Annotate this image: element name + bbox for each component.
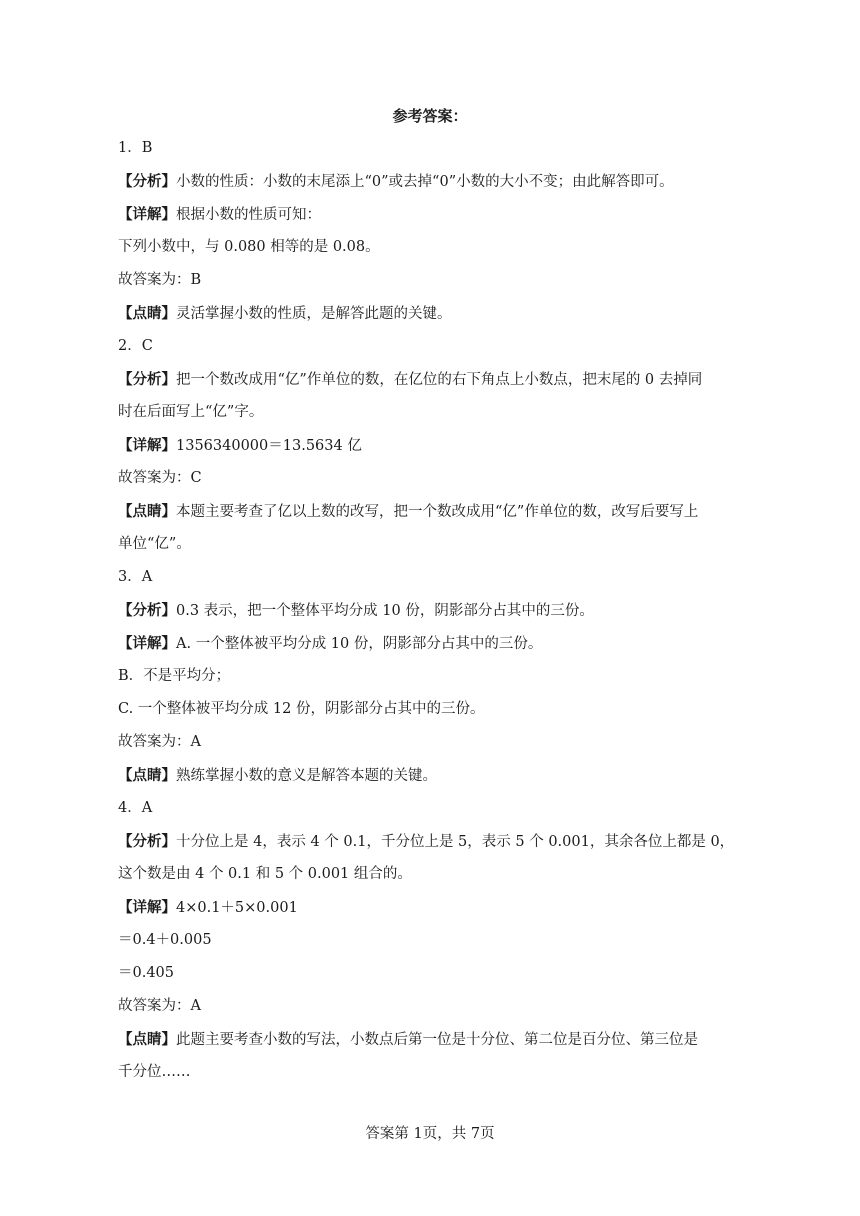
- q1-detail-line: 下列小数中，与 0.080 相等的是 0.08。: [118, 239, 380, 255]
- q1-analysis: [118, 165, 742, 198]
- q2-analysis-cont: 时在后面写上“亿”字。: [118, 404, 264, 420]
- detail-text: 1356340000＝13.5634 亿: [176, 438, 362, 454]
- q3-point: [118, 759, 742, 792]
- q1-detail: [118, 198, 742, 231]
- analysis-text: 0.3 表示，把一个整体平均分成 10 份，阴影部分占其中的三份。: [176, 603, 594, 619]
- q2-point: [118, 495, 742, 528]
- point-text: 灵活掌握小数的性质，是解答此题的关键。: [176, 306, 452, 322]
- detail-text: 4×0.1＋5×0.001: [176, 900, 298, 916]
- q4-analysis-cont: 这个数是由 4 个 0.1 和 5 个 0.001 组合的。: [118, 866, 412, 882]
- q4-answer: 故答案为：A: [118, 998, 201, 1014]
- point-tag: 【点睛】: [118, 767, 176, 784]
- q3-detail: [118, 627, 742, 660]
- analysis-text: 十分位上是 4，表示 4 个 0.1，千分位上是 5，表示 5 个 0.001，其余各位上都是 0，: [176, 834, 735, 850]
- analysis-tag: 【分析】: [118, 371, 176, 388]
- detail-tag: 【详解】: [118, 635, 176, 652]
- page-title: 参考答案：: [392, 107, 468, 125]
- q1-number: 1．B: [118, 140, 153, 156]
- q4-point-cont: 千分位……: [118, 1064, 191, 1080]
- q3-analysis: [118, 594, 742, 627]
- analysis-tag: 【分析】: [118, 173, 176, 190]
- detail-text: A. 一个整体被平均分成 10 份，阴影部分占其中的三份。: [176, 636, 543, 652]
- q2-point-cont: 单位“亿”。: [118, 536, 191, 552]
- detail-text: 根据小数的性质可知：: [176, 207, 321, 223]
- q2-detail: [118, 429, 742, 462]
- q3-option-b: B．不是平均分；: [118, 668, 231, 684]
- q4-analysis: [118, 825, 742, 858]
- point-text: 此题主要考查小数的写法，小数点后第一位是十分位、第二位是百分位、第三位是: [176, 1032, 698, 1048]
- q2-number: 2．C: [118, 338, 153, 354]
- q1-answer: 故答案为：B: [118, 272, 202, 288]
- q3-number: 3．A: [118, 569, 153, 585]
- analysis-tag: 【分析】: [118, 833, 176, 850]
- q1-point: [118, 297, 742, 330]
- analysis-tag: 【分析】: [118, 602, 176, 619]
- point-text: 本题主要考查了亿以上数的改写，把一个数改成用“亿”作单位的数，改写后要写上: [176, 504, 699, 520]
- point-tag: 【点睛】: [118, 1031, 176, 1048]
- q2-analysis: [118, 363, 742, 396]
- detail-tag: 【详解】: [118, 899, 176, 916]
- q4-number: 4．A: [118, 800, 153, 816]
- q4-detail: [118, 891, 742, 924]
- q3-answer: 故答案为：A: [118, 734, 201, 750]
- detail-tag: 【详解】: [118, 206, 176, 223]
- analysis-text: 把一个数改成用“亿”作单位的数，在亿位的右下角点上小数点，把末尾的 0 去掉同: [176, 372, 703, 388]
- q4-step-1: ＝0.4＋0.005: [118, 932, 212, 948]
- analysis-text: 小数的性质：小数的末尾添上“0”或去掉“0”小数的大小不变；由此解答即可。: [176, 174, 674, 190]
- q4-point: [118, 1023, 742, 1056]
- q3-option-c: C. 一个整体被平均分成 12 份，阴影部分占其中的三份。: [118, 701, 485, 717]
- detail-tag: 【详解】: [118, 437, 176, 454]
- point-tag: 【点睛】: [118, 305, 176, 322]
- point-text: 熟练掌握小数的意义是解答本题的关键。: [176, 768, 437, 784]
- point-tag: 【点睛】: [118, 503, 176, 520]
- answer-content: [118, 132, 742, 1089]
- q2-answer: 故答案为：C: [118, 470, 202, 486]
- q4-step-2: ＝0.405: [118, 965, 175, 981]
- page-footer: 答案第 1页，共 7页: [365, 1126, 495, 1142]
